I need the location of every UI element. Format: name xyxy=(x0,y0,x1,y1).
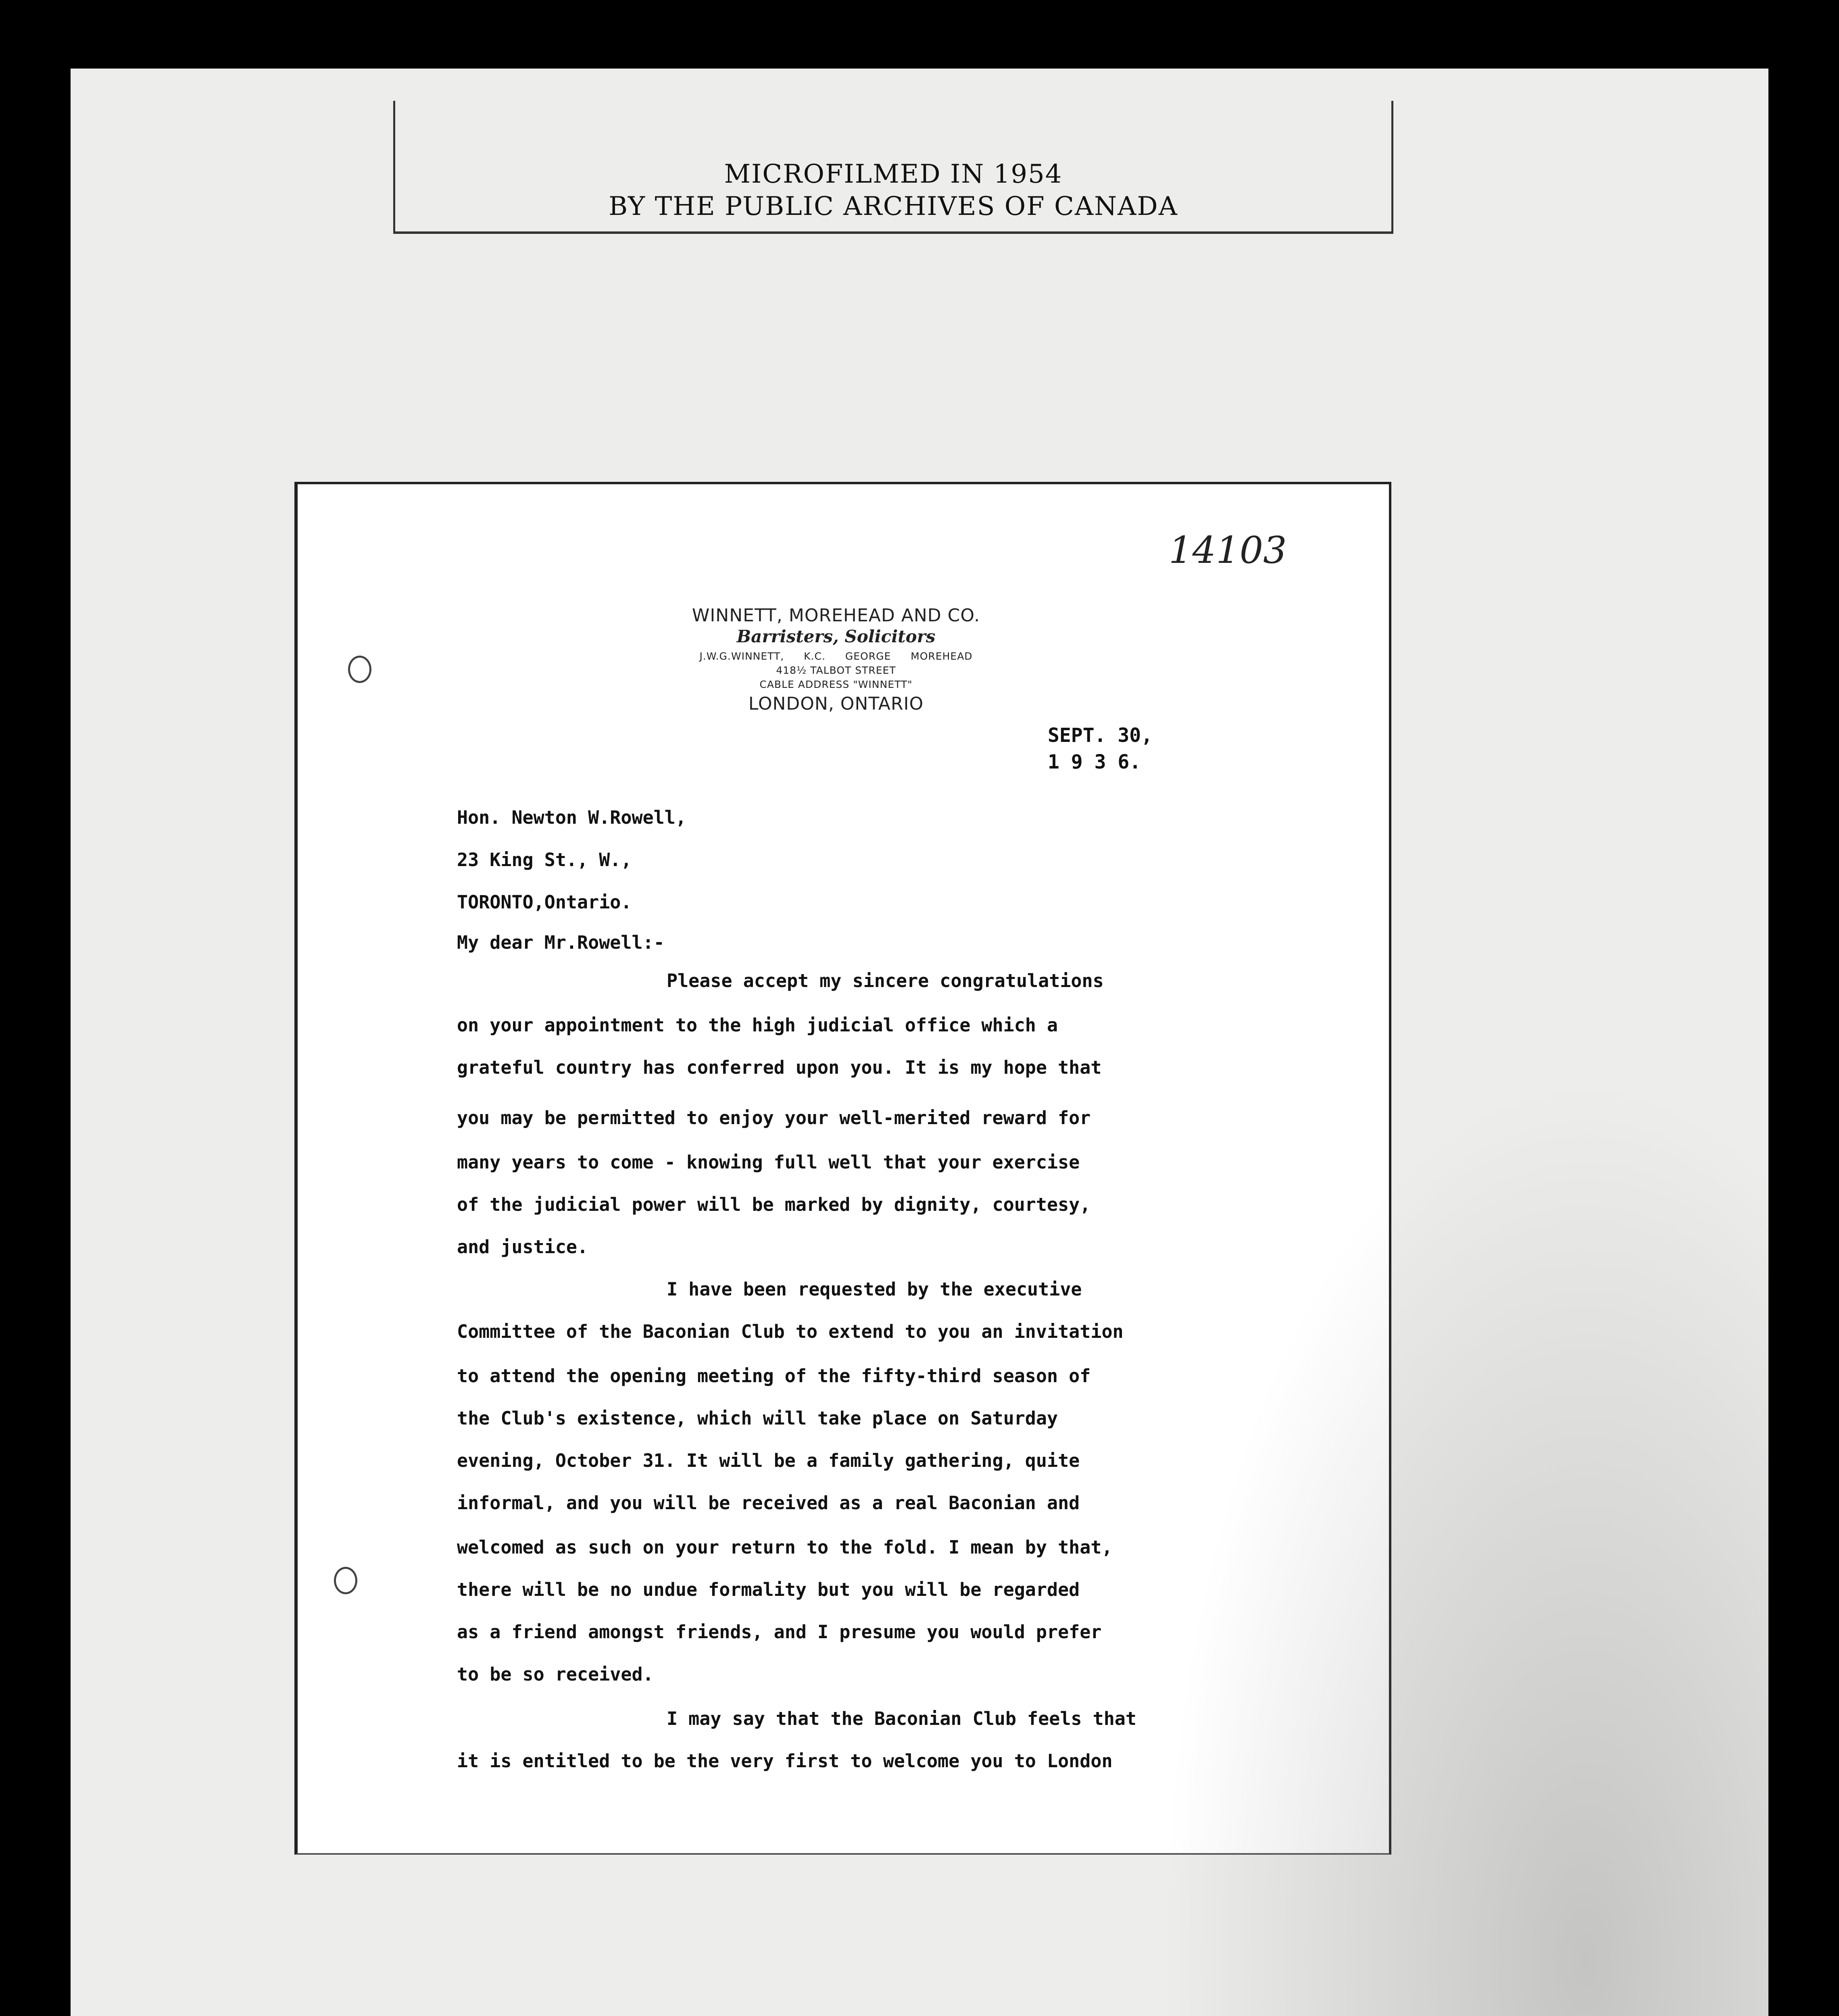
letterhead-cable: CABLE ADDRESS "WINNETT" xyxy=(759,679,913,690)
body-line: and justice. xyxy=(457,1236,588,1258)
salutation: My dear Mr.Rowell:- xyxy=(457,932,665,953)
letterhead-role: Barristers, Solicitors xyxy=(736,627,936,646)
archive-stamp-line-2: BY THE PUBLIC ARCHIVES OF CANADA xyxy=(609,192,1178,221)
recipient-line: 23 King St., W., xyxy=(457,849,632,871)
body-line: informal, and you will be received as a real Baconian and xyxy=(457,1492,1080,1514)
archive-stamp xyxy=(393,101,1393,234)
letterhead-partners: J.W.G.WINNETT, K.C. GEORGE MOREHEAD xyxy=(699,650,973,662)
body-line: on your appointment to the high judicial office which a xyxy=(457,1014,1058,1036)
date-line-1: SEPT. 30, xyxy=(1048,724,1153,747)
body-line: it is entitled to be the very first to welcome you to London xyxy=(457,1750,1113,1772)
letterhead-address: 418½ TALBOT STREET xyxy=(776,664,896,676)
body-line: evening, October 31. It will be a family gathering, quite xyxy=(457,1450,1080,1471)
punch-hole-bottom xyxy=(334,1567,357,1594)
body-line: I may say that the Baconian Club feels that xyxy=(667,1708,1136,1729)
body-line: the Club's existence, which will take place on Saturday xyxy=(457,1408,1058,1429)
body-line: to attend the opening meeting of the fifty-third season of xyxy=(457,1365,1091,1387)
letterhead-firm: WINNETT, MOREHEAD AND CO. xyxy=(692,605,980,626)
recipient-line: TORONTO,Ontario. xyxy=(457,891,632,913)
body-line: of the judicial power will be marked by dignity, courtesy, xyxy=(457,1194,1091,1215)
body-line: welcomed as such on your return to the fold. I mean by that, xyxy=(457,1537,1113,1558)
body-line: grateful country has conferred upon you. It is my hope that xyxy=(457,1057,1102,1078)
letter-date xyxy=(1048,722,1153,775)
body-line: Please accept my sincere congratulations xyxy=(667,970,1104,991)
archive-stamp-line-1: MICROFILMED IN 1954 xyxy=(724,159,1063,189)
body-line: you may be permitted to enjoy your well-merited reward for xyxy=(457,1107,1091,1129)
letter-page xyxy=(294,482,1391,1855)
letterhead-city: LONDON, ONTARIO xyxy=(748,694,924,714)
microfilm-frame xyxy=(71,69,1768,2016)
body-line: as a friend amongst friends, and I presume you would prefer xyxy=(457,1621,1102,1643)
letterhead xyxy=(669,605,1003,714)
recipient-line: Hon. Newton W.Rowell, xyxy=(457,807,686,828)
body-line: Committee of the Baconian Club to extend to you an invitation xyxy=(457,1321,1124,1342)
body-line: many years to come - knowing full well that your exercise xyxy=(457,1152,1080,1173)
body-line: to be so received. xyxy=(457,1664,654,1685)
body-line: there will be no undue formality but you will be regarded xyxy=(457,1579,1080,1600)
punch-hole-top xyxy=(348,656,371,683)
reference-number: 14103 xyxy=(1169,529,1287,572)
body-line: I have been requested by the executive xyxy=(667,1279,1082,1300)
date-line-2: 1 9 3 6. xyxy=(1048,751,1141,773)
